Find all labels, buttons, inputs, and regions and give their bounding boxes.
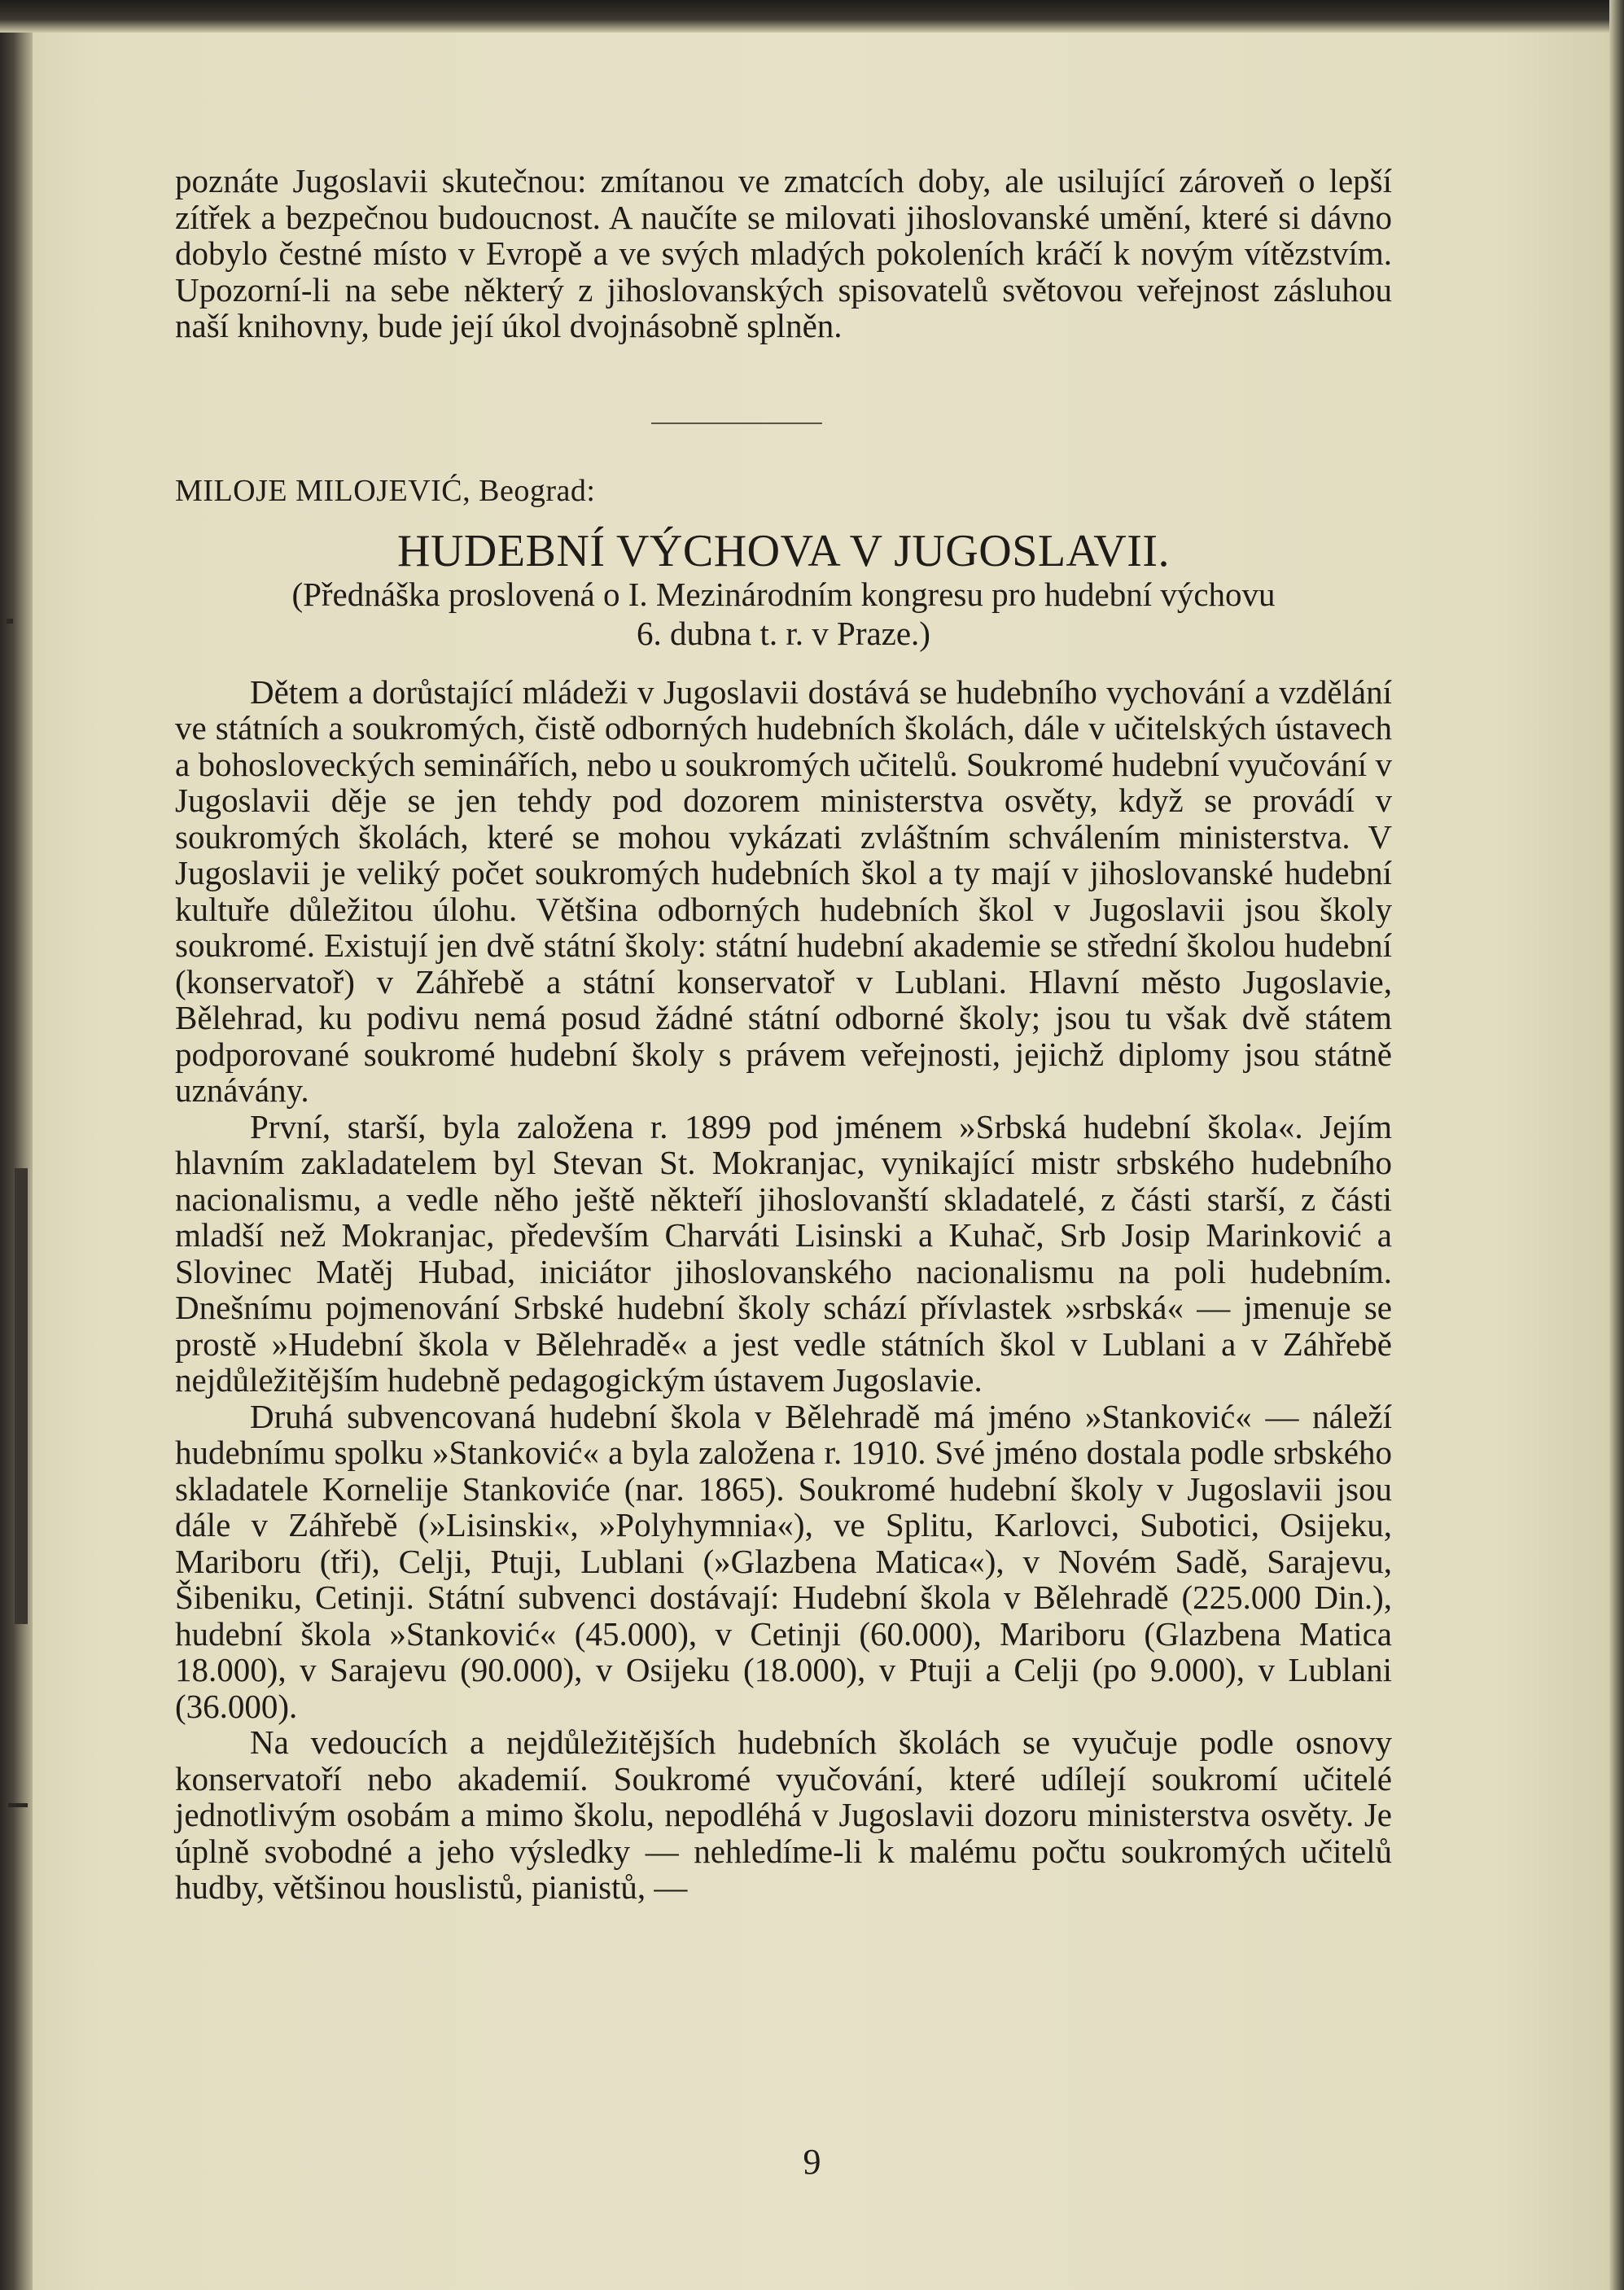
body-paragraph: Na vedoucích a nejdůležitějších hudebních školách se vyučuje podle osnovy konservatoří nebo akademií. Soukromé vyučování, které udílejí soukromí učitelé jednotlivým osobám a mimo školu, nepodléhá v Jugoslavii dozoru ministerstva osvěty. Je úplně svobodné a jeho výsledky — nehledíme-li k malému počtu soukromých učitelů hudby, většinou houslistů, pianistů, — [175,1723,1392,1906]
article-title: HUDEBNÍ VÝCHOVA V JUGOSLAVII. [397,526,1170,576]
binding-mark [8,1803,28,1807]
body-paragraph: Druhá subvencovaná hudební škola v Bělehradě má jméno »Stanković« — náleží hudebnímu spolku »Stanković« a byla založena r. 1910. Své jméno dostala podle srbského skladatele Kornelije Stankoviće (nar. 1865). Soukromé hudební školy v Jugoslavii jsou dále v Záhřebě (»Lisinski«, »Polyhymnia«), ve Splitu, Karlovci, Subotici, Osijeku, Mariboru (tři), Celji, Ptuji, Lublani (»Glazbena Matica«), v Novém Sadě, Sarajevu, Šibeniku, Cetinji. Státní subvenci dostávají: Hudební škola v Bělehradě (225.000 Din.), hudební škola »Stanković« (45.000), v Cetinji (60.000), Mariboru (Glazbena Matica 18.000), v Sarajevu (90.000), v Osijeku (18.000), v Ptuji a Celji (po 9.000), v Lublani (36.000). [175,1397,1392,1725]
top-edge-shadow [0,0,1624,33]
article-body [175,674,1392,1906]
binding-edge [0,0,33,2290]
body-paragraph: Dětem a dorůstající mládeži v Jugoslavii dostává se hudebního vychování a vzdělání ve státních a soukromých, čistě odborných hudebních školách, dále v učitelských ústavech a bohosloveckých seminářích, nebo u soukromých učitelů. Soukromé hudební vyučování v Jugoslavii děje se jen tehdy pod dozorem ministerstva osvěty, když se provádí v soukromých školách, které se mohou vykázati zvláštním schválením ministerstva. V Jugoslavii je veliký počet soukromých hudebních škol a ty mají v jihoslovanské hudební kultuře důležitou úlohu. Většina odborných hudebních škol v Jugoslavii jsou školy soukromé. Existují jen dvě státní školy: státní hudební akademie se střední školou hudební (konservatoř) v Záhřebě a státní konservatoř v Lublani. Hlavní město Jugoslavie, Bělehrad, ku podivu nemá posud žádné státní odborné školy; jsou tu však dvě státem podporované soukromé hudební školy s právem veřejnosti, jejichž diplomy jsou státně uznávány. [175,672,1392,1109]
binding-mark [15,1168,28,1624]
page-number: 9 [803,2142,821,2182]
body-paragraph: První, starší, byla založena r. 1899 pod jménem »Srbská hudební škola«. Jejím hlavním zakladatelem byl Stevan St. Mokranjac, vynikající mistr srbského hudebního nacionalismu, a vedle něho ještě někteří jihoslovanští skladatelé, z části starší, z části mladší než Mokranjac, především Charváti Lisinski a Kuhač, Srb Josip Marinković a Slovinec Matěj Hubad, iniciátor jihoslovanského nacionalismu na poli hudebním. Dnešnímu pojmenování Srbské hudební školy schází přívlastek »srbská« — jmenuje se prostě »Hudební škola v Bělehradě« a jest vedle státních škol v Lublani a v Záhřebě nejdůležitějším hudebně pedagogickým ústavem Jugoslavie. [175,1107,1392,1399]
section-divider [651,423,822,424]
right-edge-shadow [1609,0,1624,2290]
subtitle-line: (Přednáška proslovená o I. Mezinárodním kongresu pro hudební výchovu [291,575,1276,613]
intro-paragraph: poznáte Jugoslavii skutečnou: zmítanou ve zmatcích doby, ale usilující zároveň o lepší zítřek a bezpečnou budoucnost. A naučíte se milovati jihoslovanské umění, které si dávno dobylo čestné místo v Evropě a ve svých mladých pokoleních kráčí k novým vítězstvím. Upozorní-li na sebe některý z jihoslovanských spisovatelů světovou veřejnost zásluhou naší knihovny, bude její úkol dvojnásobně splněn. [175,162,1392,344]
page-content [175,163,1392,1906]
author-line: MILOJE MILOJEVIĆ, Beograd: [175,473,596,508]
binding-mark [7,619,13,624]
subtitle-line: 6. dubna t. r. v Praze.) [637,614,930,652]
article-subtitle [175,575,1392,653]
